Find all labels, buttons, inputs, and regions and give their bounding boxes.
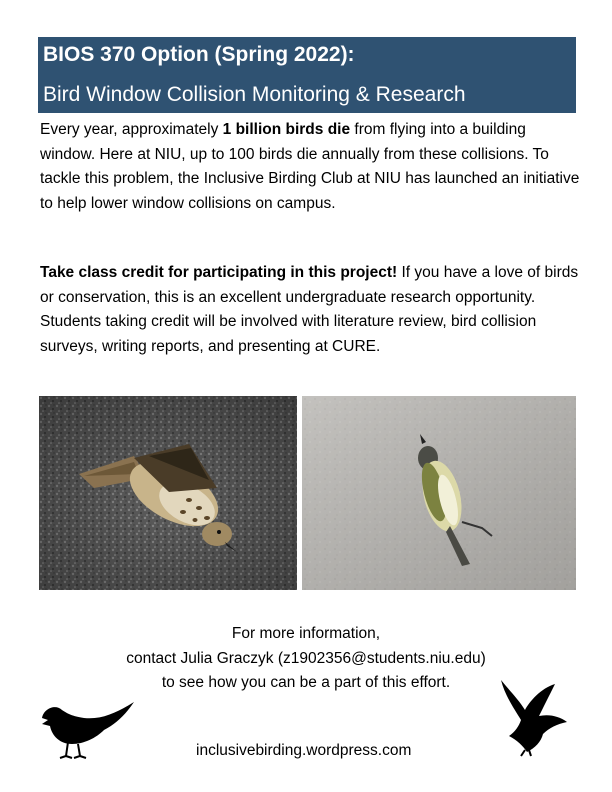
contact-line-2: contact Julia Graczyk (z1902356@students.niu.edu) xyxy=(126,649,486,667)
intro-text-end: from flying into a building window. Here at NIU, up to 100 birds die annually from these collisions. To tackle this problem, the Inclusive Birding Club at NIU has launched an initiative to help lower window collisions on campus. xyxy=(40,121,580,212)
title-banner xyxy=(38,37,576,113)
project-title: Bird Window Collision Monitoring & Research xyxy=(43,83,466,106)
perched-bird-silhouette-icon xyxy=(38,698,136,762)
credit-text: If you have a love of birds or conservation, this is an excellent undergraduate research opportunity. Students taking credit will be involved with literature review, bird collision surveys, writing reports, and presenting at CURE. xyxy=(40,264,579,355)
credit-highlight: Take class credit for participating in this project! xyxy=(40,264,398,281)
contact-line-1: For more information, xyxy=(231,625,381,642)
intro-highlight: 1 billion birds die xyxy=(222,121,351,138)
intro-paragraph xyxy=(40,118,580,216)
dead-warbler-on-concrete-image xyxy=(302,396,576,590)
dead-warbler-photo xyxy=(302,396,576,590)
flying-bird-silhouette-icon xyxy=(495,676,571,758)
credit-paragraph xyxy=(40,261,580,359)
contact-line-3: to see how you can be a part of this effort. xyxy=(161,674,451,691)
intro-text-start: Every year, approximately xyxy=(40,121,223,138)
dead-sparrow-on-gravel-image xyxy=(39,396,297,590)
course-title: BIOS 370 Option (Spring 2022): xyxy=(43,43,355,66)
website-link[interactable]: inclusivebirding.wordpress.com xyxy=(196,742,412,759)
dead-sparrow-photo xyxy=(39,396,297,590)
